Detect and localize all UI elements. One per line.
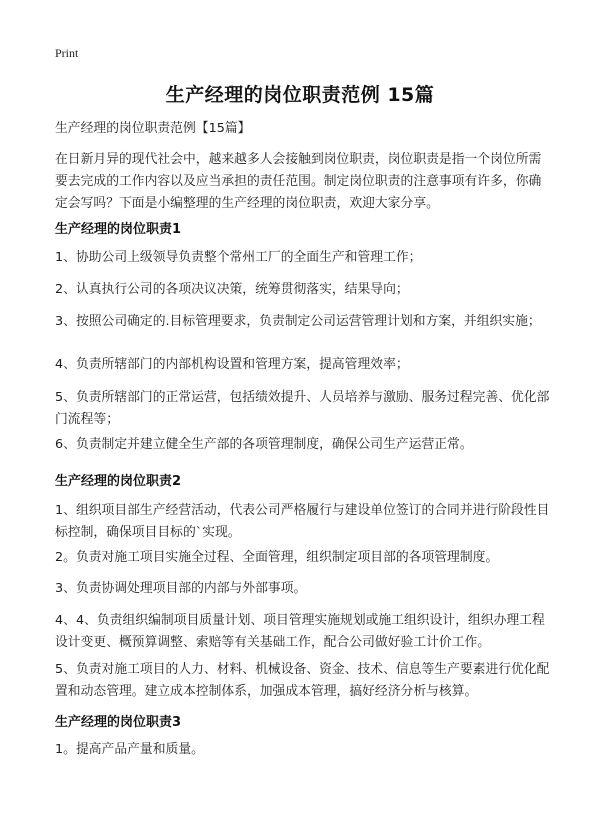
list-item: 3、负责协调处理项目部的内部与外部事项。 xyxy=(55,581,307,596)
section-heading-2: 生产经理的岗位职责2 xyxy=(55,474,182,489)
list-item: 4、4、负责组织编制项目质量计划、项目管理实施规划或施工组织设计，组织办理工程设计变更、概预算调整、索赔等有关基础工作，配合公司做好验工计价工作。 xyxy=(55,613,545,650)
list-item: 3、按照公司确定的.目标管理要求，负责制定公司运营管理计划和方案，并组织实施； xyxy=(55,314,541,329)
list-item: 5、负责所辖部门的正常运营，包括绩效提升、人员培养与激励、服务过程完善、优化部门流程等； xyxy=(55,390,550,427)
section-heading-1: 生产经理的岗位职责1 xyxy=(55,222,182,237)
document-subtitle: 生产经理的岗位职责范例【15篇】 xyxy=(55,121,251,136)
print-link[interactable]: Print xyxy=(55,46,79,60)
list-item: 5、负责对施工项目的人力、材料、机械设备、资金、技术、信息等生产要素进行优化配置和动态管理。建立成本控制体系，加强成本管理，搞好经济分析与核算。 xyxy=(55,662,550,699)
intro-paragraph: 在日新月异的现代社会中，越来越多人会接触到岗位职责，岗位职责是指一个岗位所需要去完成的工作内容以及应当承担的责任范围。制定岗位职责的注意事项有许多，你确定会写吗？下面是小编整理的生产经理的岗位职责，欢迎大家分享。 xyxy=(55,152,542,211)
list-item: 1、组织项目部生产经营活动，代表公司严格履行与建设单位签订的合同并进行阶段性目标控制，确保项目目标的`实现。 xyxy=(55,503,550,540)
list-item: 1。提高产品产量和质量。 xyxy=(55,742,204,757)
document-title: 生产经理的岗位职责范例 15篇 xyxy=(165,84,435,106)
list-item: 1、协助公司上级领导负责整个常州工厂的全面生产和管理工作； xyxy=(55,250,422,265)
list-item: 2。负责对施工项目实施全过程、全面管理，组织制定项目部的各项管理制度。 xyxy=(55,550,499,565)
section-heading-3: 生产经理的岗位职责3 xyxy=(55,715,182,730)
list-item: 2、认真执行公司的各项决议决策，统筹贯彻落实，结果导向； xyxy=(55,282,409,297)
list-item: 4、负责所辖部门的内部机构设置和管理方案，提高管理效率； xyxy=(55,357,409,372)
list-item: 6、负责制定并建立健全生产部的各项管理制度，确保公司生产运营正常。 xyxy=(55,437,473,452)
